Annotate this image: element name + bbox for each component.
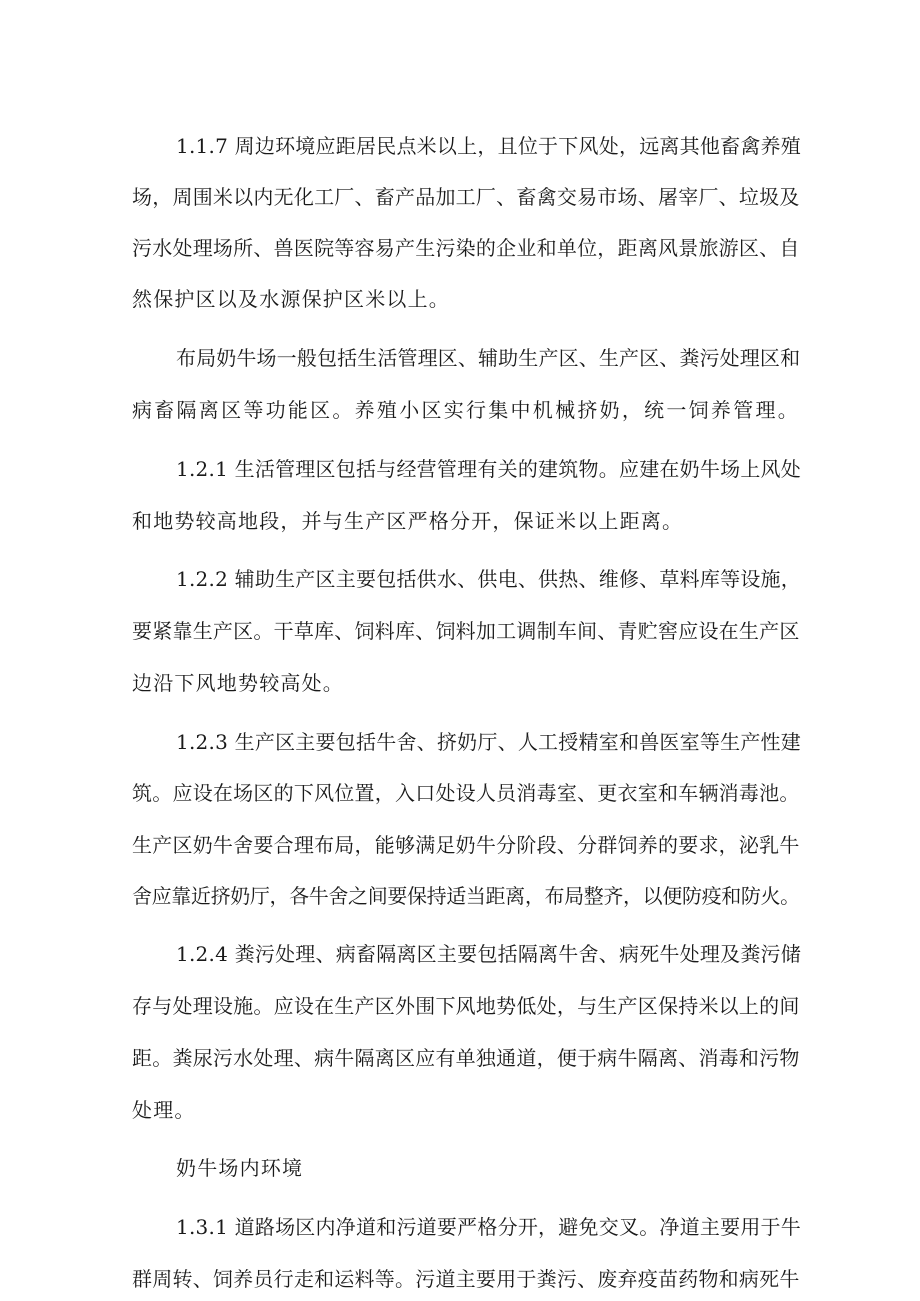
text-line: 1.2.4 粪污处理、病畜隔离区主要包括隔离牛舍、病死牛处理及粪污储 [176,942,802,966]
text-line: 生产区奶牛舍要合理布局，能够满足奶牛分阶段、分群饲养的要求，泌乳牛 [132,833,800,857]
text-line: 然保护区以及水源保护区米以上。 [132,287,450,311]
text-line: 1.2.3 生产区主要包括牛舍、挤奶厅、人工授精室和兽医室等生产性建 [176,730,802,754]
text-line: 1.3.1 道路场区内净道和污道要严格分开，避免交叉。净道主要用于牛 [176,1215,802,1239]
text-line: 处理。 [132,1098,196,1122]
text-line: 布局奶牛场一般包括生活管理区、辅助生产区、生产区、粪污处理区和 [176,346,801,370]
text-line: 奶牛场内环境 [176,1156,304,1180]
text-line: 病畜隔离区等功能区。养殖小区实行集中机械挤奶，统一饲养管理。 [132,398,800,422]
text-line: 存与处理设施。应设在生产区外围下风地势低处，与生产区保持米以上的间 [132,994,800,1018]
text-line: 距。粪尿污水处理、病牛隔离区应有单独通道，便于病牛隔离、消毒和污物 [132,1046,800,1070]
text-line: 1.2.2 辅助生产区主要包括供水、供电、供热、维修、草料库等设施， [176,567,802,591]
text-line: 要紧靠生产区。干草库、饲料库、饲料加工调制车间、青贮窖应设在生产区 [132,619,800,643]
text-line: 1.1.7 周边环境应距居民点米以上，且位于下风处，远离其他畜禽养殖 [176,134,802,158]
text-line: 舍应靠近挤奶厅，各牛舍之间要保持适当距离，布局整齐，以便防疫和防火。 [132,884,800,908]
text-line: 边沿下风地势较高处。 [132,671,344,695]
text-line: 和地势较高地段，并与生产区严格分开，保证米以上距离。 [132,509,684,533]
text-line: 场，周围米以内无化工厂、畜产品加工厂、畜禽交易市场、屠宰厂、垃圾及 [132,185,800,209]
text-line: 污水处理场所、兽医院等容易产生污染的企业和单位，距离风景旅游区、自 [132,236,800,260]
text-line: 1.2.1 生活管理区包括与经营管理有关的建筑物。应建在奶牛场上风处 [176,457,802,481]
text-line: 筑。应设在场区的下风位置，入口处设人员消毒室、更衣室和车辆消毒池。 [132,781,800,805]
text-line: 群周转、饲养员行走和运料等。污道主要用于粪污、废弃疫苗药物和病死牛 [132,1267,800,1291]
